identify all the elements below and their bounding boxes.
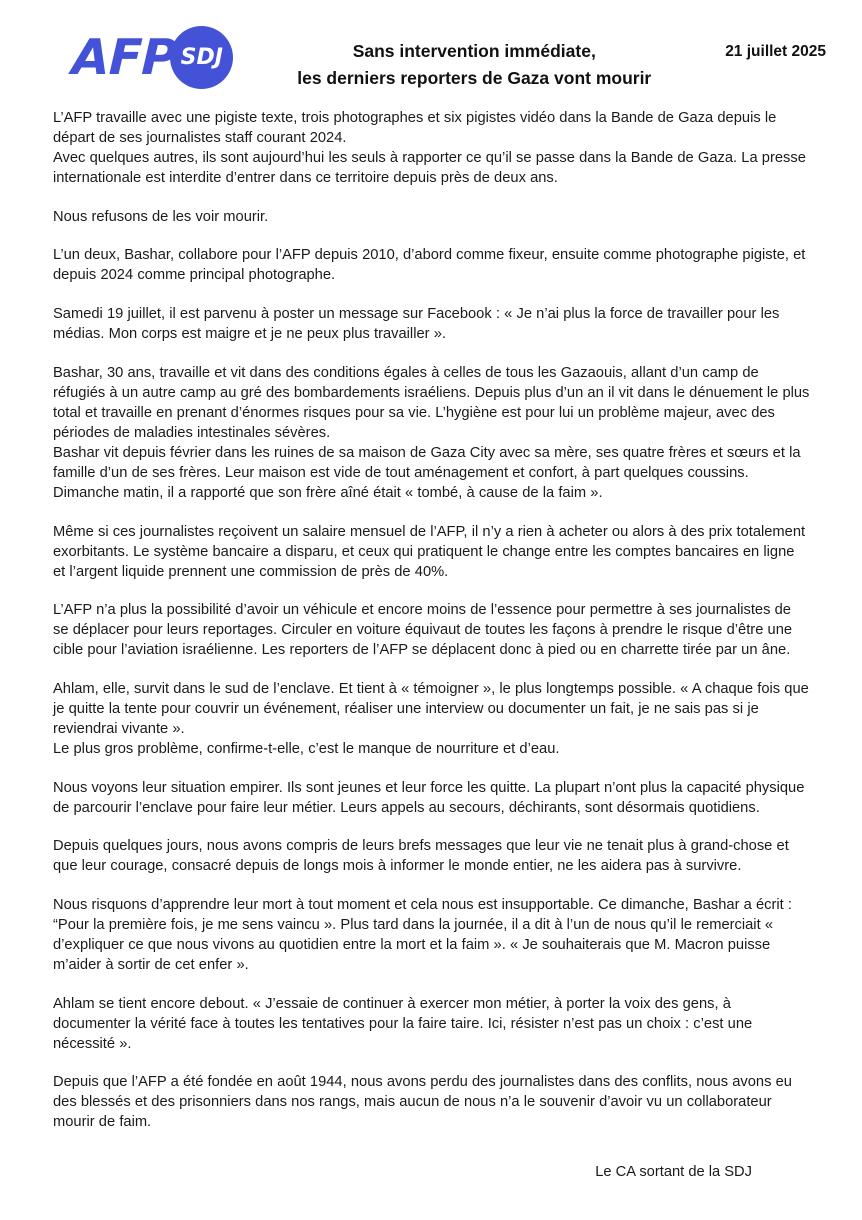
document-date (719, 22, 826, 61)
paragraph-list (53, 108, 810, 1133)
body-paragraph: Nous voyons leur situation empirer. Ils sont jeunes et leur force les quitte. La plupart n’ont plus la capacité physique de parcourir l’enclave pour faire leur métier. Leurs appels au secours, déchirants, sont désormais quotidiens. (53, 779, 805, 816)
body-paragraph: Nous refusons de les voir mourir. (53, 208, 269, 225)
body-paragraph: Ahlam se tient encore debout. « J’essaie de continuer à exercer mon métier, à porter la voix des gens, à documenter la vérité face à toutes les tentatives pour la faire taire. Ici, résister n’est pas un choix : c’est une nécessité ». (53, 995, 753, 1052)
page-title-line-1: Sans intervention immédiate, (352, 41, 596, 61)
afp-wordmark: AFP (71, 29, 178, 86)
body-paragraph: L’un deux, Bashar, collabore pour l’AFP depuis 2010, d’abord comme fixeur, ensuite comme photographe pigiste, et depuis 2024 comme principal photographe. (53, 247, 806, 284)
page-title (233, 22, 719, 91)
body-paragraph: L’AFP n’a plus la possibilité d’avoir un véhicule et encore moins de l’essence pour permettre à ses journalistes de se déplacer pour leurs reportages. Circuler en voiture équivaut de toutes les façons à prendre le risque d’être une cible pour l’aviation israélienne. Les reporters de l’AFP se déplacent donc à pied ou en charrette tirée par un âne. (53, 602, 793, 659)
document-header (0, 0, 862, 96)
body-paragraph: Depuis que l’AFP a été fondée en août 1944, nous avons perdu des journalistes dans des conflits, nous avons eu des blessés et des prisonniers dans nos rangs, mais aucun de nous n’a le souvenir d’avoir vu un collaborateur mourir de faim. (53, 1074, 792, 1131)
signature-label: Le CA sortant de la SDJ (595, 1163, 752, 1180)
document-body (0, 96, 862, 1181)
body-paragraph: Nous risquons d’apprendre leur mort à tout moment et cela nous est insupportable. Ce dimanche, Bashar a écrit : “Pour la première fois, je me sens vaincu ». Plus tard dans la journée, il a dit à l’un de nous qu’il le remerciait « d’expliquer ce que nous vivons au quotidien entre la mort et la faim ». « Je souhaiterais que M. Macron puisse m’aider à sortir de cet enfer ». (53, 896, 793, 974)
body-paragraph: Depuis quelques jours, nous avons compris de leurs brefs messages que leur vie ne tenait plus à grand-chose et que leur courage, consacré depuis de longs mois à informer le monde entier, ne les aidera pas à survivre. (53, 838, 789, 875)
sdj-badge-label: SDJ (180, 44, 223, 70)
sdj-badge-circle (170, 26, 233, 89)
body-paragraph: Ahlam, elle, survit dans le sud de l’enclave. Et tient à « témoigner », le plus longtemps possible. « A chaque fois que je quitte la tente pour couvrir un événement, réaliser une interview ou documenter un fait, je ne sais pas si je reviendrai vivante ». Le plus gros problème, confirme-t-elle, c’est le manque de nourriture et d’eau. (53, 680, 809, 758)
page-title-line-2: les derniers reporters de Gaza vont mourir (297, 67, 652, 88)
body-paragraph: Bashar, 30 ans, travaille et vit dans des conditions égales à celles de tous les Gazaouis, allant d’un camp de réfugiés à un autre camp au gré des bombardements israéliens. Depuis plus d’un an il vit dans le dénuement le plus total et travaille en prenant d’énormes risques pour sa vie. L’hygiène est pour lui un problème majeur, avec des périodes de maladies intestinales sévères. Bashar vit depuis février dans les ruines de sa maison de Gaza City avec sa mère, ses quatre frères et sœurs et la famille d’un de ses frères. Leur maison est vide de tout aménagement et confort, à part quelques coussins. Dimanche matin, il a rapporté que son frère aîné était « tombé, à cause de la faim ». (53, 364, 810, 501)
afp-sdj-logo (72, 26, 233, 89)
body-paragraph: Même si ces journalistes reçoivent un salaire mensuel de l’AFP, il n’y a rien à acheter ou alors à des prix totalement exorbitants. Le système bancaire a disparu, et ceux qui pratiquent le change entre les comptes bancaires en ligne et l’argent liquide prennent une commission de près de 40%. (53, 523, 806, 580)
body-paragraph: Samedi 19 juillet, il est parvenu à poster un message sur Facebook : « Je n’ai plus la force de travailler pour les médias. Mon corps est maigre et je ne peux plus travailler ». (53, 305, 780, 342)
document-date-label: 21 juillet 2025 (725, 43, 826, 60)
body-paragraph: L’AFP travaille avec une pigiste texte, trois photographes et six pigistes vidéo dans la Bande de Gaza depuis le départ de ses journalistes staff courant 2024. Avec quelques autres, ils sont aujourd’hui les seuls à rapporter ce qu’il se passe dans la Bande de Gaza. La presse internationale est interdite d’entrer dans ce territoire depuis près de deux ans. (53, 110, 806, 187)
signature-row (53, 1163, 810, 1181)
